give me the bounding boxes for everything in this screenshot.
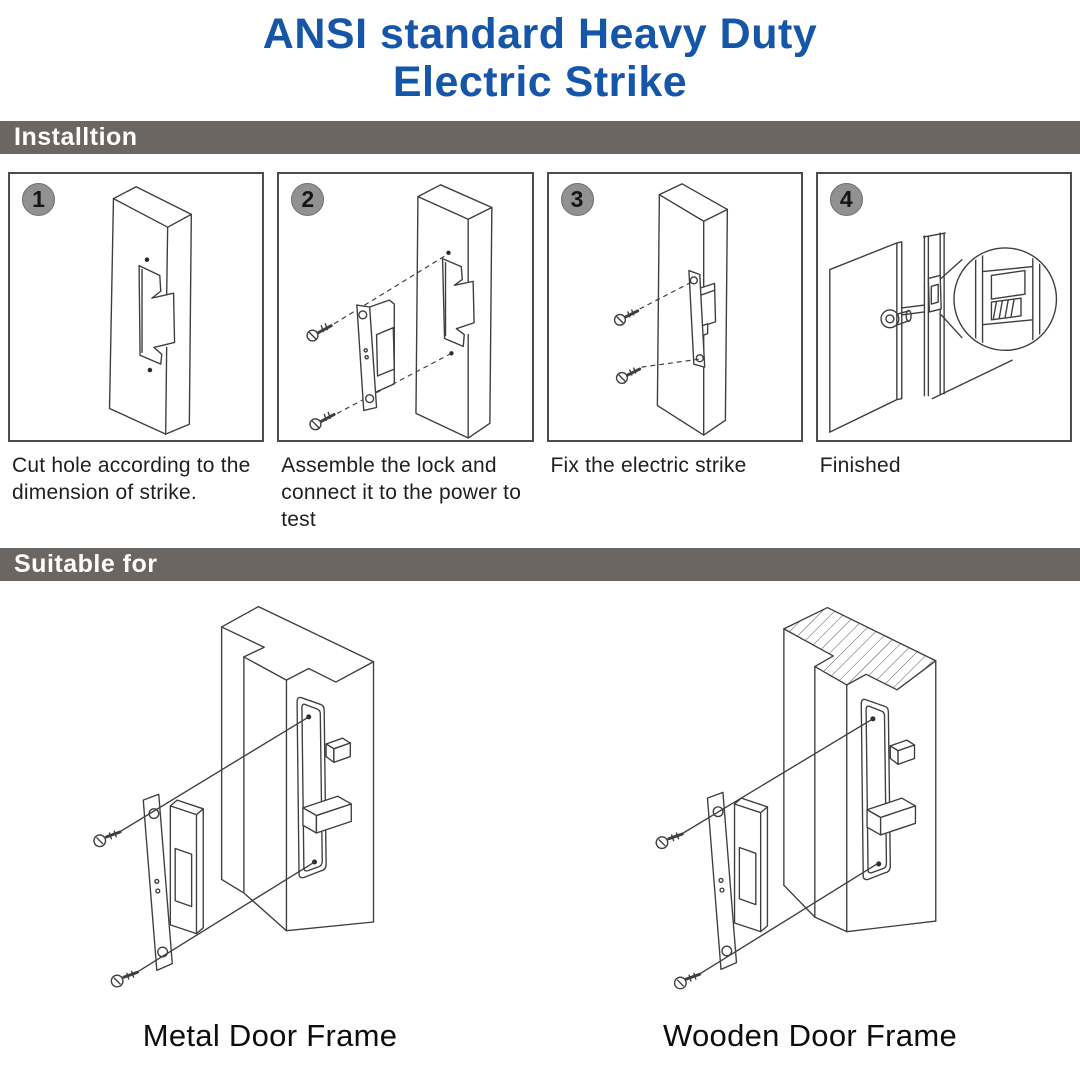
section-suitable-banner (0, 548, 1080, 581)
step-4-number-badge: 4 (830, 183, 863, 216)
step-3-number-badge: 3 (561, 183, 594, 216)
step-panel-2 (277, 172, 533, 442)
step-3-caption: Fix the electric strike (550, 454, 747, 477)
page-title-line1: ANSI standard Heavy Duty (262, 10, 818, 58)
step-panel-1 (8, 172, 264, 442)
section-suitable-heading: Suitable for (14, 550, 158, 578)
step-panel-4 (816, 172, 1072, 442)
page-title-line2: Electric Strike (392, 58, 688, 106)
step-2-caption: Assemble the lock and connect it to the power to test (281, 454, 522, 531)
step-panel-3 (547, 172, 803, 442)
step-1-caption: Cut hole according to the dimension of strike. (12, 454, 251, 504)
wooden-door-frame-figure (540, 595, 1080, 1054)
step-4-illustration-finished (818, 174, 1070, 440)
step-3-illustration-fix-strike (549, 174, 801, 440)
wooden-door-frame-label: Wooden Door Frame (663, 1018, 957, 1053)
metal-door-frame-figure (0, 595, 540, 1054)
step-1-illustration-cut-hole (10, 174, 262, 440)
metal-door-frame-diagram (55, 595, 485, 1011)
step-1-number-badge: 1 (22, 183, 55, 216)
step-4-caption: Finished (819, 454, 901, 477)
section-installation-heading: Installtion (14, 123, 138, 151)
step-2-illustration-assemble-lock (279, 174, 531, 440)
suitable-frames (0, 595, 1080, 1054)
step-2-number-badge: 2 (291, 183, 324, 216)
step-captions (8, 452, 1072, 544)
section-installation-banner (0, 121, 1080, 154)
installation-steps (8, 172, 1072, 442)
page-title (0, 0, 1080, 106)
wooden-door-frame-diagram (595, 595, 1025, 1011)
metal-door-frame-label: Metal Door Frame (142, 1018, 398, 1053)
